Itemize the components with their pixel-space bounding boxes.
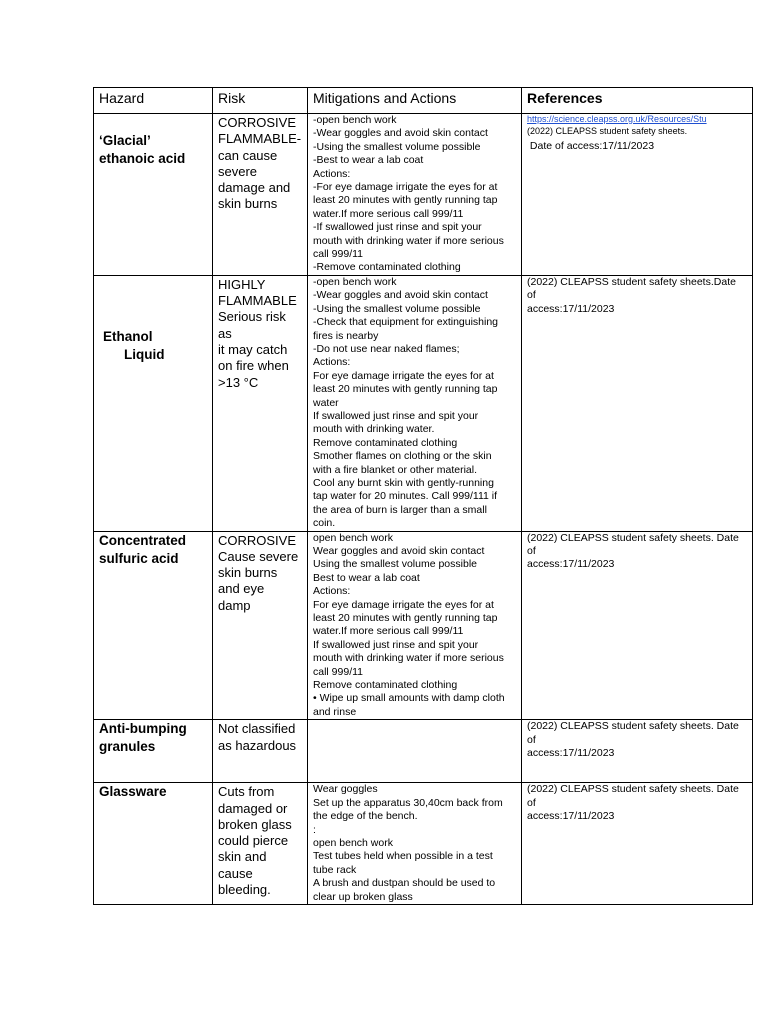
risk-line: on fire when xyxy=(218,358,289,374)
reference-line: access:17/11/2023 xyxy=(527,558,615,571)
references-cell xyxy=(522,720,753,783)
mitigation-line: Wear goggles and avoid skin contact xyxy=(313,545,485,557)
mitigation-line: Wear goggles xyxy=(313,783,378,796)
mitigations-cell xyxy=(308,114,522,276)
mitigation-line: For eye damage irrigate the eyes for at xyxy=(313,369,494,382)
risk-line: cause xyxy=(218,865,253,881)
reference-line: Date of access:17/11/2023 xyxy=(527,140,655,152)
mitigation-line: with a fire blanket or other material. xyxy=(313,463,477,476)
mitigations-cell xyxy=(308,783,522,905)
risk-line: as hazardous xyxy=(218,737,297,753)
mitigation-line: Cool any burnt skin with gently-running xyxy=(313,476,494,489)
mitigation-line: water xyxy=(313,396,339,409)
mitigation-line: open bench work xyxy=(313,531,393,544)
table-row xyxy=(94,114,753,276)
mitigation-line: coin. xyxy=(313,517,336,530)
hazard-line: sulfuric acid xyxy=(99,550,179,566)
mitigation-line: open bench work xyxy=(313,836,393,849)
mitigation-line: least 20 minutes with gently running tap xyxy=(313,612,498,625)
hazard-cell xyxy=(94,275,213,531)
risk-line: damage and xyxy=(218,180,291,196)
risk-line: skin burns xyxy=(218,196,278,212)
table-row xyxy=(94,720,753,783)
reference-line: (2022) CLEAPSS student safety sheets. Date of xyxy=(527,720,739,746)
mitigation-line: Remove contaminated clothing xyxy=(313,679,458,692)
mitigation-line: call 999/11 xyxy=(313,248,364,261)
header-references: References xyxy=(522,88,753,114)
risk-line: FLAMMABLE xyxy=(218,293,297,309)
reference-line: (2022) CLEAPSS student safety sheets. Date of xyxy=(527,531,739,557)
mitigation-line: the area of burn is larger than a small xyxy=(313,503,487,516)
references-cell xyxy=(522,783,753,905)
mitigation-line: Remove contaminated clothing xyxy=(313,436,458,449)
risk-cell xyxy=(213,720,308,783)
mitigation-line: mouth with drinking water. xyxy=(313,423,435,436)
mitigation-line: -Wear goggles and avoid skin contact xyxy=(313,127,488,140)
mitigation-line: fires is nearby xyxy=(313,329,379,342)
mitigation-line: If swallowed just rinse and spit your xyxy=(313,409,479,422)
table-header-row xyxy=(94,88,753,114)
risk-line: Cause severe xyxy=(218,548,299,564)
hazard-line: Glassware xyxy=(99,784,167,800)
mitigation-line: -open bench work xyxy=(313,114,397,126)
mitigation-line: -For eye damage irrigate the eyes for at xyxy=(313,181,498,194)
risk-line: Cuts from xyxy=(218,784,275,800)
mitigation-line: -open bench work xyxy=(313,275,397,288)
risk-line: bleeding. xyxy=(218,882,271,898)
mitigation-line: Smother flames on clothing or the skin xyxy=(313,450,492,463)
header-mitigations: Mitigations and Actions xyxy=(308,88,522,114)
risk-cell xyxy=(213,114,308,276)
mitigation-line: least 20 minutes with gently running tap xyxy=(313,383,498,396)
risk-cell xyxy=(213,531,308,720)
mitigation-line: call 999/11 xyxy=(313,665,364,678)
mitigation-line: the edge of the bench. xyxy=(313,810,418,823)
mitigations-cell xyxy=(308,275,522,531)
mitigation-line: Test tubes held when possible in a test xyxy=(313,850,493,863)
risk-line: HIGHLY xyxy=(218,276,266,292)
reference-line: (2022) CLEAPSS student safety sheets.Date of xyxy=(527,275,736,302)
table-row xyxy=(94,783,753,905)
mitigation-line: • Wipe up small amounts with damp cloth xyxy=(313,692,505,705)
mitigation-line: water.If more serious call 999/11 xyxy=(313,207,464,220)
risk-line: Not classified xyxy=(218,721,296,737)
hazard-line: ethanoic acid xyxy=(99,151,186,166)
risk-line: CORROSIVE xyxy=(218,115,297,130)
mitigation-line: and rinse xyxy=(313,705,357,718)
risk-line: could pierce xyxy=(218,833,289,849)
mitigation-line: For eye damage irrigate the eyes for at xyxy=(313,598,494,611)
mitigation-line: tube rack xyxy=(313,863,357,876)
mitigations-cell xyxy=(308,531,522,720)
mitigation-line: -Wear goggles and avoid skin contact xyxy=(313,289,488,302)
hazard-line: granules xyxy=(99,739,156,755)
mitigation-line: If swallowed just rinse and spit your xyxy=(313,638,479,651)
mitigation-line: Set up the apparatus 30,40cm back from xyxy=(313,796,503,809)
mitigation-line: least 20 minutes with gently running tap xyxy=(313,194,498,207)
mitigation-line: Using the smallest volume possible xyxy=(313,558,477,571)
mitigation-line: : xyxy=(313,823,316,836)
risk-line: and eye xyxy=(218,581,265,597)
reference-link[interactable]: https://science.cleapss.org.uk/Resources/Stu xyxy=(527,114,707,124)
mitigation-line: -Remove contaminated clothing xyxy=(313,261,461,274)
mitigation-line: -Do not use near naked flames; xyxy=(313,342,460,355)
hazard-cell xyxy=(94,783,213,905)
references-cell xyxy=(522,275,753,531)
risk-line: skin burns xyxy=(218,565,278,581)
mitigation-line: water.If more serious call 999/11 xyxy=(313,625,464,638)
risk-line: >13 °C xyxy=(218,374,259,390)
risk-cell xyxy=(213,275,308,531)
hazard-cell xyxy=(94,114,213,276)
mitigation-line: clear up broken glass xyxy=(313,890,413,903)
mitigation-line: -Using the smallest volume possible xyxy=(313,140,481,153)
hazard-cell xyxy=(94,531,213,720)
risk-line: damaged or xyxy=(218,800,288,816)
hazard-cell xyxy=(94,720,213,783)
risk-line: can cause xyxy=(218,147,278,163)
reference-line: access:17/11/2023 xyxy=(527,302,615,315)
reference-line: (2022) CLEAPSS student safety sheets. Date of xyxy=(527,783,739,809)
reference-line: access:17/11/2023 xyxy=(527,810,615,823)
references-cell xyxy=(522,114,753,276)
mitigation-line: Best to wear a lab coat xyxy=(313,571,420,584)
risk-line: damp xyxy=(218,597,251,613)
risk-cell xyxy=(213,783,308,905)
risk-line: Serious risk as xyxy=(218,309,286,341)
risk-line: it may catch xyxy=(218,342,288,358)
mitigation-line: Actions: xyxy=(313,356,351,369)
risk-line: FLAMMABLE- xyxy=(218,131,302,147)
risk-assessment-table xyxy=(93,87,753,905)
mitigation-line: -Check that equipment for extinguishing xyxy=(313,316,499,329)
risk-line: skin and xyxy=(218,849,267,865)
hazard-line: Anti-bumping xyxy=(99,721,187,737)
table-row xyxy=(94,275,753,531)
mitigations-cell xyxy=(308,720,522,783)
risk-line: broken glass xyxy=(218,816,292,832)
hazard-line: ‘Glacial’ xyxy=(99,133,151,148)
mitigation-line: A brush and dustpan should be used to xyxy=(313,877,496,890)
hazard-line: Concentrated xyxy=(99,532,187,548)
mitigation-line: -If swallowed just rinse and spit your xyxy=(313,221,482,234)
header-risk: Risk xyxy=(213,88,308,114)
hazard-line: Ethanol xyxy=(103,328,153,344)
mitigation-line: mouth with drinking water if more serious xyxy=(313,234,504,247)
reference-line: (2022) CLEAPSS student safety sheets. xyxy=(527,126,688,136)
mitigation-line: -Best to wear a lab coat xyxy=(313,154,424,167)
references-cell xyxy=(522,531,753,720)
risk-line: severe xyxy=(218,163,258,179)
mitigation-line: Actions: xyxy=(313,585,351,598)
risk-line: CORROSIVE xyxy=(218,532,297,548)
hazard-line: Liquid xyxy=(124,346,165,362)
mitigation-line: -Using the smallest volume possible xyxy=(313,302,481,315)
header-hazard: Hazard xyxy=(94,88,213,114)
reference-line: access:17/11/2023 xyxy=(527,747,615,760)
table-row xyxy=(94,531,753,720)
mitigation-line: tap water for 20 minutes. Call 999/111 if xyxy=(313,490,498,503)
mitigation-line: mouth with drinking water if more serious xyxy=(313,652,504,665)
mitigation-line: Actions: xyxy=(313,167,351,180)
